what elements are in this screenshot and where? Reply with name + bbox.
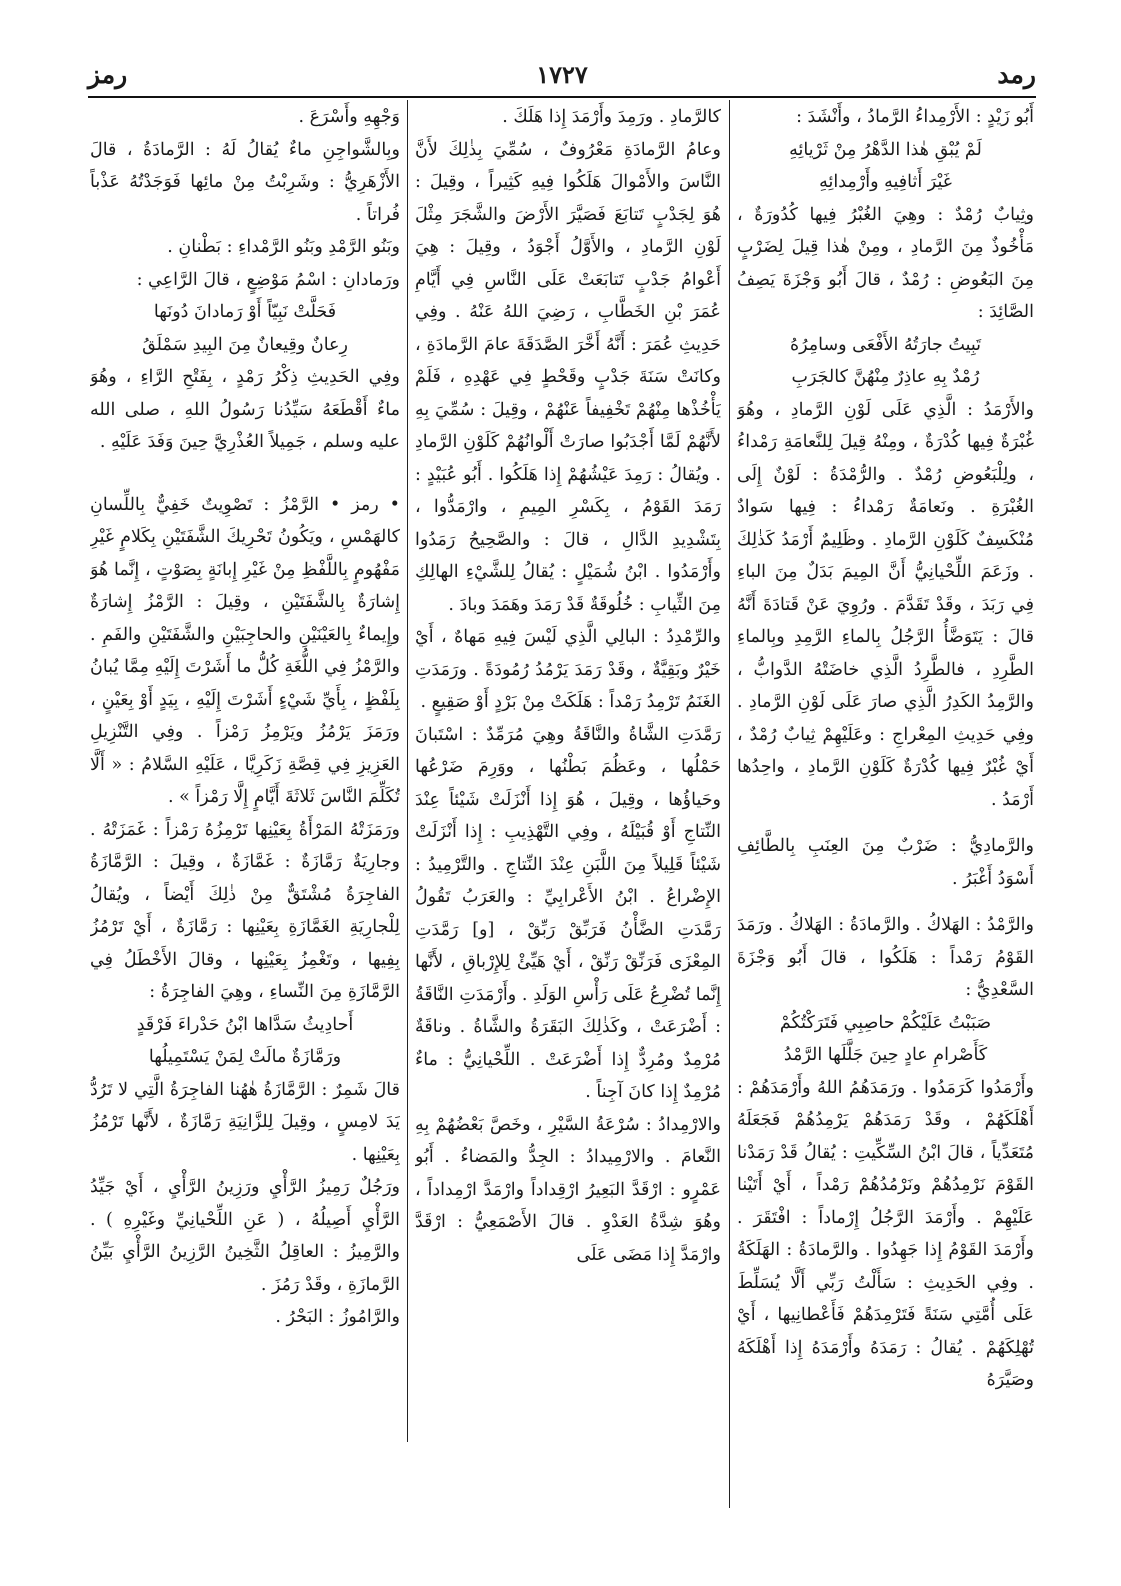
paragraph: أَبُو زَيْدٍ : الأَرْمِداءُ الرَّمادُ ، وأَنْشَدَ :	[796, 107, 1034, 127]
running-head-left: رمز	[88, 60, 128, 89]
paragraph: والرَّامُوزُ : البَحْرُ .	[275, 1307, 400, 1327]
page-header	[88, 58, 1036, 94]
paragraph: وبَنُو الرَّمْدِ وبَنُو الرَّمْداءِ : بَطْنانِ .	[167, 237, 400, 257]
paragraph: والرِّمْدِدُ : البالِي الَّذِي لَيْسَ فِيهِ مَهاهٌ ، أَيْ خَيْرٌ وبَقِيَّةٌ ، وقَدْ رَمَدَ يَرْمُدُ رُمُودَةً . ورَمَدَتِ الغَنَمُ تَرْمِدُ رَمْداً : هَلَكَتْ مِنْ بَرْدٍ أَوْ صَقِيعٍ .	[415, 627, 721, 712]
header-rule	[88, 96, 1036, 98]
paragraph: ورَجُلٌ رَمِيزُ الرَّأْيِ ورَزِينُ الرَّأْيِ ، أَيْ جَيِّدُ الرَّأْيِ أَصِيلُهُ ، ( عَنِ اللِّحْيانِيِّ وغَيْرِهِ ) . والرَّمِيزُ : العاقِلُ الثَّخِينُ الرَّزِينُ الرَّأْيِ بَيِّنُ الرَّمازَةِ ، وقَدْ رَمُزَ .	[90, 1177, 400, 1295]
paragraph: والرَّمْدُ : الهَلاكُ . والرَّمادَةُ : الهَلاكُ . ورَمَدَ القَوْمُ رَمْداً : هَلَكُوا ، قالَ أَبُو وَجْزَةَ السَّعْدِيُّ :	[737, 915, 1034, 1000]
column-middle	[415, 101, 721, 1501]
paragraph: وَجْهِهِ وأَسْرَعَ .	[298, 107, 400, 127]
column-divider-right	[729, 100, 730, 1508]
paragraph: رَمَّدَتِ الشَّاةُ والنَّاقَةُ وهِيَ مُرَمِّدٌ : اسْتَبانَ حَمْلُها ، وعَظُمَ بَطْنُها ، ووَرِمَ ضَرْعُها وحَياؤُها ، وقِيلَ ، هُوَ إِذا أَنْزَلَتْ شَيْئاً عِنْدَ النِّتاجِ أَوْ قُبَيْلَهُ ، وفِي التَّهْذِيبِ : إِذا أَنْزَلَتْ شَيْئاً قَلِيلاً مِنَ اللَّبَنِ عِنْدَ النِّتاجِ . والتَّرْمِيدُ : الإِضْراعُ . ابْنُ الأَعْرابِيِّ : والعَرَبُ تَقُولُ رَمَّدَتِ الضَّأْنُ فَرَبِّقْ رَبِّقْ ، [و] رَمَّدَتِ المِعْزَى فَرَنِّقْ رَنِّقْ ، أَيْ هَيِّئْ لِلإِرْباقِ ، لأَنَّها إِنَّما تُضْرِعُ عَلَى رَأْسِ الوَلَدِ . وأَرْمَدَتِ النَّاقَةُ : أَضْرَعَتْ ، وكَذٰلِكَ البَقَرَةُ والشَّاةُ . وناقَةٌ مُرْمِدٌ ومُرِدٌّ إِذا أَضْرَعَتْ . اللِّحْيانِيُّ : ماءٌ مُرْمِدٌ إِذا كانَ آجِناً .	[415, 724, 721, 1102]
verse-line: رِعانٌ وقِيعانٌ مِنَ البِيدِ سَمْلَقُ	[142, 334, 348, 355]
verse-line: صَبَبْتُ عَلَيْكُمْ حاصِبِي فَتَرَكْتُكُمْ	[779, 1012, 992, 1033]
page-number: ١٧٢٧	[536, 60, 588, 89]
verse-line: ورَمَّازَةٌ مالَتْ لِمَنْ يَسْتَمِيلُها	[148, 1047, 342, 1067]
paragraph: ورَمَزَتْهُ المَرْأَةُ بِعَيْنِها تَرْمِزُهُ رَمْزاً : غَمَزَتْهُ . وجارِيَةٌ رَمَّازَةٌ : غَمَّازَةٌ ، وقِيلَ : الرَّمَّازَةُ الفاجِرَةُ مُشْتَقٌّ مِنْ ذٰلِكَ أَيْضاً ، ويُقالُ لِلْجارِيَةِ الغَمَّازَةِ بِعَيْنِها : رَمَّازَةٌ ، أَيْ تَرْمُزُ بِفِيها ، وتَغْمِزُ بِعَيْنِها ، وقالَ الأَخْطَلُ فِي الرَّمَّازَةِ مِنَ النِّساءِ ، وهِيَ الفاجِرَةُ :	[90, 819, 400, 1002]
paragraph: ورَمادانِ : اسْمُ مَوْضِعٍ ، قالَ الرَّاعِي :	[136, 269, 400, 290]
verse-line: كَأَصْرامِ عادٍ حِينَ جَلَّلَها الرَّمْدُ	[783, 1045, 988, 1065]
paragraph: قالَ شَمِرٌ : الرَّمَّازَةُ هٰهُنا الفاجِرَةُ الَّتِي لا تَرُدُّ يَدَ لامِسٍ ، وقِيلَ لِلزَّانِيَةِ رَمَّازَةٌ ، لأَنَّها تَرْمُزُ بِعَيْنِها .	[90, 1079, 400, 1165]
paragraph: وأَرْمَدُوا كَرَمَدُوا . ورَمَدَهُمُ اللهُ وأَرْمَدَهُمْ : أَهْلَكَهُمْ ، وقَدْ رَمَدَهُمْ يَرْمِدُهُمْ فَجَعَلَهُ مُتَعَدِّياً ، قالَ ابْنُ السِّكِّيتِ : يُقالُ قَدْ رَمَدْنا القَوْمَ نَرْمِدُهُمْ ونَرْمُدُهُمْ رَمْداً ، أَيْ أَتَيْنا عَلَيْهِمْ . وأَرْمَدَ الرَّجُلُ إِرْماداً : افْتَقَرَ . وأَرْمَدَ القَوْمُ إِذا جَهِدُوا . والرَّمادَةُ : الهَلَكَةُ . وفِي الحَدِيثِ : سَأَلْتُ رَبِّي أَلَّا يُسَلِّطَ عَلَى أُمَّتِي سَنَةً فَتَرْمِدَهُمْ فَأَعْطانِيها ، أَيْ تُهْلِكَهُمْ . يُقالُ : رَمَدَهُ وأَرْمَدَهُ إِذا أَهْلَكَهُ وصَيَّرَهُ	[737, 1077, 1034, 1390]
entry-ramz: • رمز • الرَّمْزُ : تَصْوِيتٌ خَفِيٌّ بِاللِّسانِ كالهَمْسِ ، ويَكُونُ تَحْرِيكَ الشَّفَتَيْنِ بِكَلامٍ غَيْرِ مَفْهُومٍ بِاللَّفْظِ مِنْ غَيْرِ إِبانَةٍ بِصَوْتٍ ، إِنَّما هُوَ إِشارَةٌ بِالشَّفَتَيْنِ ، وقِيلَ : الرَّمْزُ إِشارَةٌ وإِيماءٌ بِالعَيْنَيْنِ والحاجِبَيْنِ والشَّفَتَيْنِ والفَمِ . والرَّمْزُ فِي اللُّغَةِ كُلُّ ما أَشَرْتَ إِلَيْهِ مِمَّا يُبانُ بِلَفْظٍ ، بِأَيِّ شَيْءٍ أَشَرْتَ إِلَيْهِ ، بِيَدٍ أَوْ بِعَيْنٍ ، ورَمَزَ يَرْمُزُ ويَرْمِزُ رَمْزاً . وفِي التَّنْزِيلِ العَزِيزِ فِي قِصَّةِ زَكَرِيَّا ، عَلَيْهِ السَّلامُ : « أَلَّا تُكَلِّمَ النَّاسَ ثَلاثَةَ أَيَّامٍ إِلَّا رَمْزاً » .	[90, 494, 400, 807]
column-divider-left	[407, 100, 408, 1442]
verse-line: غَيْرَ أَثافِيهِ وأَرْمِدائِهِ	[819, 172, 952, 192]
paragraph: وفِي الحَدِيثِ ذِكْرُ رَمْدٍ ، بِفَتْحِ الرَّاءِ ، وهُوَ ماءٌ أَقْطَعَهُ سَيِّدُنا رَسُولُ اللهِ ، صلى الله عليه وسلم ، جَمِيلاً العُذْرِيَّ حِينَ وَفَدَ عَلَيْهِ .	[90, 367, 400, 452]
paragraph: والرَّمادِيُّ : ضَرْبٌ مِنَ العِنَبِ بِالطَّائِفِ أَسْوَدُ أَغْبَرُ .	[737, 836, 1034, 889]
column-left	[90, 101, 400, 1501]
paragraph: كالرَّمادِ . ورَمِدَ وأَرْمَدَ إِذا هَلَكَ .	[502, 107, 721, 127]
running-head-right: رمد	[997, 60, 1036, 89]
paragraph: وبِالشَّواجِنِ ماءٌ يُقالُ لَهُ : الرَّمادَةُ ، قالَ الأَزْهَرِيُّ : وشَرِبْتُ مِنْ مائِها فَوَجَدْتُهُ عَذْباً فُراتاً .	[90, 139, 400, 225]
verse-line: رُمْدٌ بِهِ عاذِرٌ مِنْهُنَّ كالجَرَبِ	[791, 367, 980, 387]
paragraph: وعامُ الرَّمادَةِ مَعْرُوفٌ ، سُمِّيَ بِذٰلِكَ لأَنَّ النَّاسَ والأَمْوالَ هَلَكُوا فِيهِ كَثِيراً ، وقِيلَ : هُوَ لِجَدْبٍ تَتابَعَ فَصَيَّرَ الأَرْضَ والشَّجَرَ مِثْلَ لَوْنِ الرَّمادِ ، والأَوَّلُ أَجْوَدُ ، وقِيلَ : هِيَ أَعْوامُ جَدْبٍ تَتابَعَتْ عَلَى النَّاسِ فِي أَيَّامِ عُمَرَ بْنِ الخَطَّابِ ، رَضِيَ اللهُ عَنْهُ . وفِي حَدِيثِ عُمَرَ : أَنَّهُ أَخَّرَ الصَّدَقَةَ عامَ الرَّمادَةِ ، وكانَتْ سَنَةَ جَدْبٍ وقَحْطٍ فِي عَهْدِهِ ، فَلَمْ يَأْخُذْها مِنْهُمْ تَخْفِيفاً عَنْهُمْ ، وقِيلَ : سُمِّيَ بِهِ لأَنَّهُمْ لَمَّا أَجْدَبُوا صارَتْ أَلْوانُهُمْ كَلَوْنِ الرَّمادِ . ويُقالُ : رَمِدَ عَيْشُهُمْ إِذا هَلَكُوا . أَبُو عُبَيْدٍ : رَمَدَ القَوْمُ ، بِكَسْرِ المِيمِ ، وارْمَدُّوا ، بِتَشْدِيدِ الدَّالِ ، قالَ : والصَّحِيحُ رَمَدُوا وأَرْمَدُوا . ابْنُ شُمَيْلٍ : يُقالُ لِلشَّيْءِ الهالِكِ مِنَ الثِّيابِ : خُلُوقَةٌ قَدْ رَمَدَ وهَمَدَ وبادَ .	[415, 139, 721, 615]
column-right	[737, 101, 1034, 1501]
verse-line: أَحادِيثُ سَدَّاها ابْنُ حَدْراءَ فَرْقَدٍ	[136, 1014, 354, 1035]
verse-line: لَمْ يُبْقِ هٰذا الدَّهْرُ مِنْ ثَرْيائِهِ	[789, 139, 982, 160]
verse-line: تَبِيتُ جارَتُهُ الأَفْعَى وسامِرُهُ	[789, 334, 982, 355]
verse-line: فَحَلَّتْ نَبِيّاً أَوْ رَمادانَ دُونَها	[153, 302, 337, 322]
paragraph: والارْمِدادُ : سُرْعَةُ السَّيْرِ ، وخَصَّ بَعْضُهُمْ بِهِ النَّعامَ . والارْمِيدادُ : الجِدُّ والمَضاءُ . أَبُو عَمْرٍو : ارْقَدَّ البَعِيرُ ارْقِداداً وارْمَدَّ ارْمِداداً ، وهُوَ شِدَّةُ العَدْوِ . قالَ الأَصْمَعِيُّ : ارْقَدَّ وارْمَدَّ إِذا مَضَى عَلَى	[415, 1114, 721, 1265]
paragraph: والأَرْمَدُ : الَّذِي عَلَى لَوْنِ الرَّمادِ ، وهُوَ غُبْرَةٌ فِيها كُدْرَةٌ ، ومِنْهُ قِيلَ لِلنَّعامَةِ رَمْداءُ ، ولِلْبَعُوضِ رُمْدٌ . والرُّمْدَةُ : لَوْنٌ إِلَى الغُبْرَةِ . ونَعامَةٌ رَمْداءُ : فِيها سَوادٌ مُنْكَسِفٌ كَلَوْنِ الرَّمادِ . وظَلِيمٌ أَرْمَدُ كَذٰلِكَ . وزَعَمَ اللِّحْيانِيُّ أَنَّ المِيمَ بَدَلٌ مِنَ الباءِ فِي رَبَدَ ، وقَدْ تَقَدَّمَ . ورُوِيَ عَنْ قَتادَةَ أَنَّهُ قالَ : يَتَوَضَّأُ الرَّجُلُ بِالماءِ الرَّمِدِ وبِالماءِ الطَّرِدِ ، فالطَّرِدُ الَّذِي خاضَتْهُ الدَّوابُّ ، والرَّمِدُ الكَدِرُ الَّذِي صارَ عَلَى لَوْنِ الرَّمادِ . وفِي حَدِيثِ المِعْراجِ : وعَلَيْهِمْ ثِيابٌ رُمْدٌ ، أَيْ غُبْرٌ فِيها كُدْرَةٌ كَلَوْنِ الرَّمادِ ، واحِدُها أَرْمَدُ .	[737, 399, 1034, 810]
paragraph: وثِيابٌ رُمْدٌ : وهِيَ الغُبْرُ فِيها كُدُورَةٌ ، مَأْخُوذٌ مِنَ الرَّمادِ ، ومِنْ هٰذا قِيلَ لِضَرْبٍ مِنَ البَعُوضِ : رُمْدٌ ، قالَ أَبُو وَجْزَةَ يَصِفُ الصَّائِدَ :	[737, 204, 1034, 322]
